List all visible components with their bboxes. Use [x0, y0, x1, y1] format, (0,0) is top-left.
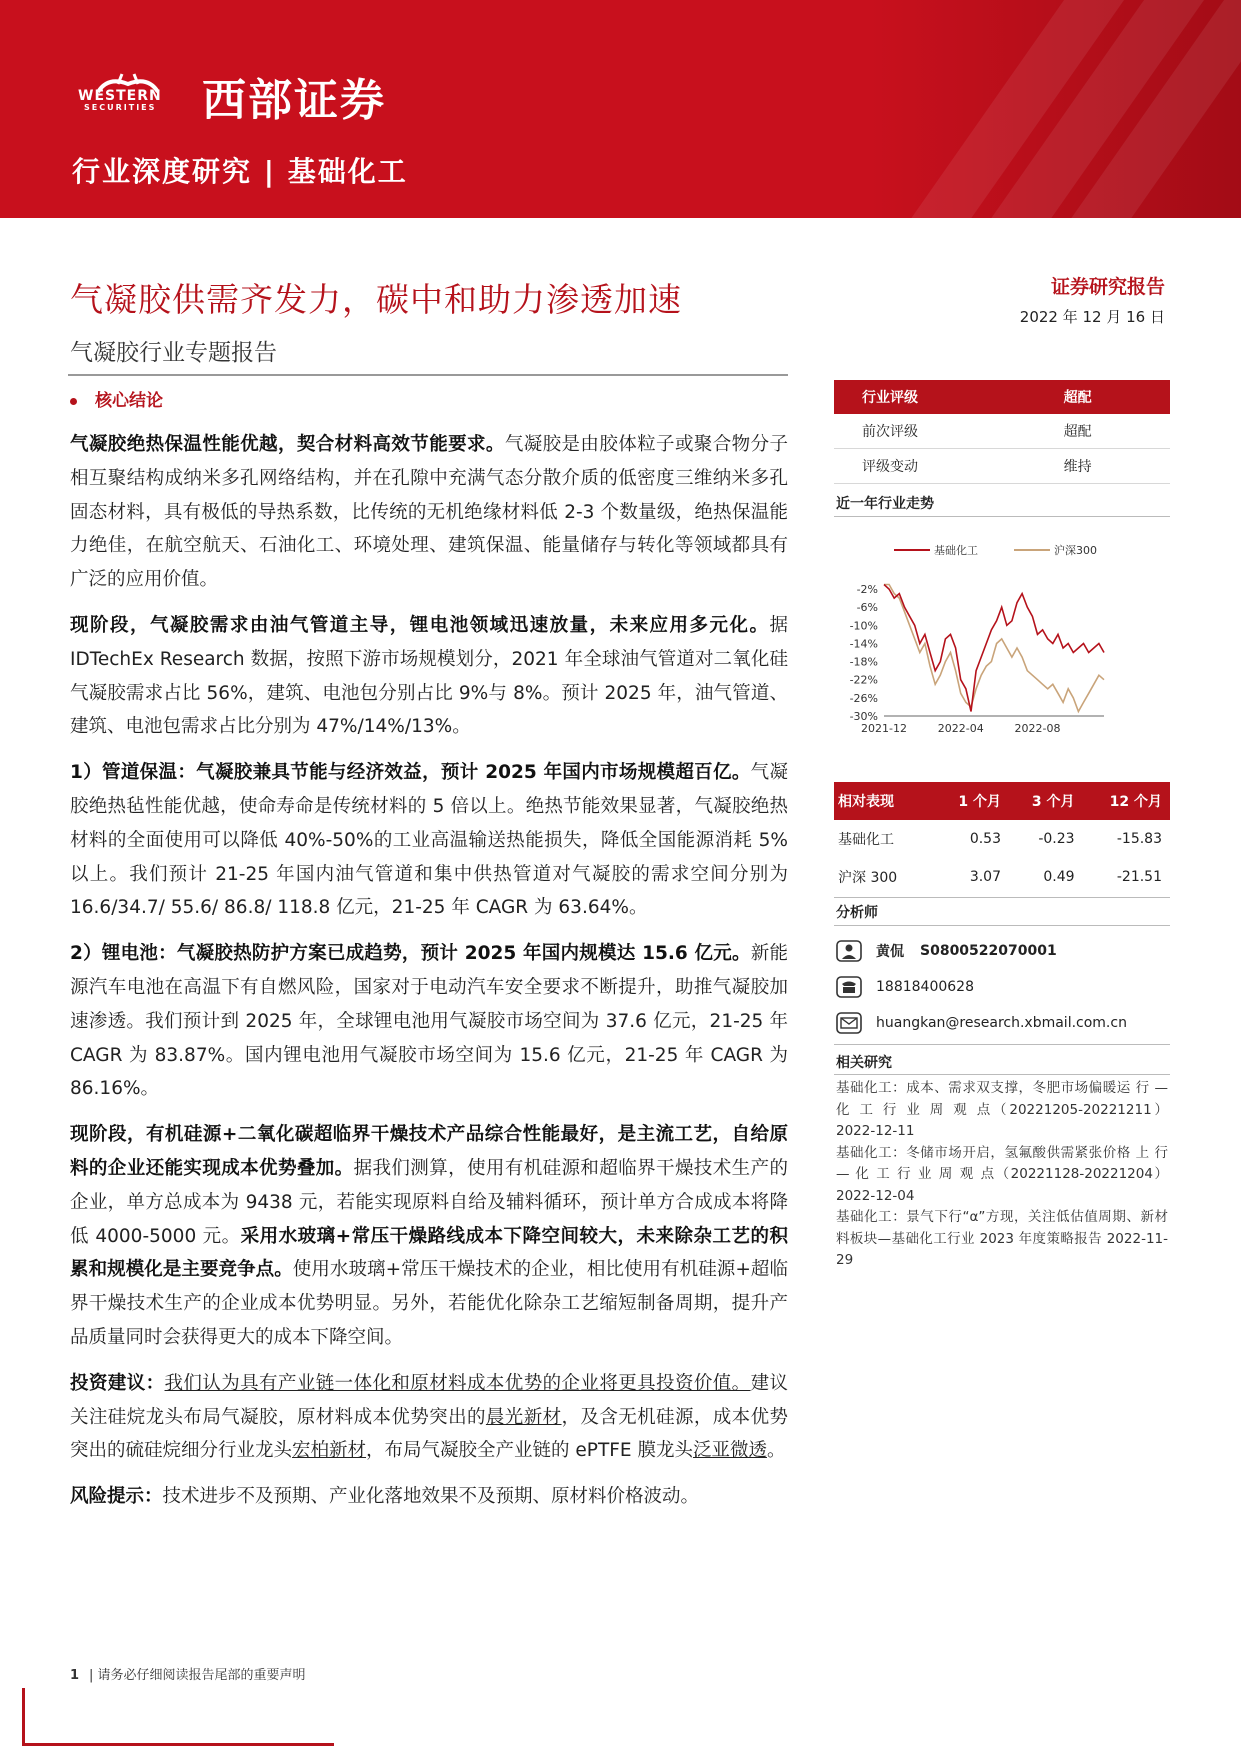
rating-row: 评级变动 维持 — [834, 449, 1170, 484]
rating-row: 行业评级 超配 — [834, 380, 1170, 414]
phone-icon — [836, 976, 862, 998]
y-tick-label: -10% — [849, 619, 878, 633]
perf-header-row: 相对表现 1 个月 3 个月 12 个月 — [834, 782, 1170, 820]
x-tick-label: 2022-08 — [1014, 722, 1061, 735]
mail-icon — [836, 1012, 862, 1034]
title-divider — [68, 374, 788, 376]
logo-cn: 西部证券 — [202, 75, 386, 126]
y-tick-label: -6% — [856, 601, 878, 615]
report-date: 2022 年 12 月 16 日 — [1019, 308, 1165, 326]
analyst-name-row: 黄侃 S0800522070001 — [836, 940, 1057, 962]
paragraph-1: 气凝胶绝热保温性能优越，契合材料高效节能要求。气凝胶是由胶体粒子或聚合物分子相互聚结构成纳米多孔网络结构，并在孔隙中充满气态分散介质的低密度三维纳米多孔固态材料，具有极低的导热系数，比传统的无机绝缘材料低 2-3 个数量级，绝热保温能力绝佳，在航空航天、石油化工、环境处理、建筑保温、能量储存与转化等领域都具有广泛的应用价值。 — [70, 434, 788, 591]
related-divider — [834, 1074, 1170, 1075]
y-tick-label: -22% — [849, 673, 878, 687]
body-column — [70, 428, 788, 1526]
relative-performance-table — [834, 782, 1170, 896]
table-row: 基础化工 0.53 -0.23 -15.83 — [838, 831, 1162, 848]
footer-accent-horizontal — [22, 1743, 334, 1746]
rating-table — [834, 380, 1170, 484]
trend-divider — [834, 516, 1170, 517]
legend-label: 沪深300 — [1054, 544, 1097, 557]
legend-label: 基础化工 — [934, 544, 978, 557]
table-row: 沪深 300 3.07 0.49 -21.51 — [838, 869, 1162, 886]
logo-en-sub: SECURITIES — [84, 103, 157, 112]
trend-chart — [834, 520, 1170, 740]
trend-title: 近一年行业走势 — [836, 496, 934, 512]
header-banner — [0, 0, 1241, 218]
analyst-email-row — [836, 1012, 1127, 1034]
logo-en: WESTERN — [78, 88, 162, 104]
list-item[interactable]: 基础化工：冬储市场开启，氢氟酸供需紧张价格 上 行 — 化 工 行 业 周 观 点（20221128-20221204） 2022-12-04 — [836, 1144, 1168, 1204]
analyst-divider-top — [834, 897, 1170, 898]
x-tick-label: 2021-12 — [861, 722, 907, 735]
paragraph-3: 1）管道保温：气凝胶兼具节能与经济效益，预计 2025 年国内市场规模超百亿。气凝胶绝热毡性能优越，使命寿命是传统材料的 5 倍以上。绝热节能效果显著，气凝胶绝热材料的全面使用可以降低 40%-50%的工业高温输送热能损失，降低全国能源消耗 5%以上。我们预计 21-25 年国内油气管道和集中供热管道对气凝胶的需求空间分别为 16.6/34.7/ 55.6/ 86.8/ 118.8 亿元，21-25 年 CAGR 为 63.64%。 — [70, 762, 788, 919]
paragraph-5: 现阶段，有机硅源+二氧化碳超临界干燥技术产品综合性能最好，是主流工艺，自给原料的企业还能实现成本优势叠加。据我们测算，使用有机硅源和超临界干燥技术生产的企业，单方总成本为 9438 元，若能实现原料自给及辅料循环，预计单方合成成本将降低 4000-5000 元。采用水玻璃+常压干燥路线成本下降空间较大，未来除杂工艺的积累和规模化是主要竞争点。使用水玻璃+常压干燥技术的企业，相比使用有机硅源+超临界干燥技术生产的企业成本优势明显。另外，若能优化除杂工艺缩短制备周期，提升产品质量同时会获得更大的成本下降空间。 — [70, 1124, 788, 1348]
list-item[interactable]: 基础化工：景气下行“α”方现，关注低估值周期、新材料板块—基础化工行业 2023 年度策略报告 2022-11-29 — [836, 1209, 1168, 1268]
paragraph-2: 现阶段，气凝胶需求由油气管道主导，锂电池领域迅速放量，未来应用多元化。据 IDTechEx Research 数据，按照下游市场规模划分，2021 年全球油气管道对二氧化硅气凝胶需求占比 56%，建筑、电池包分别占比 9%与 8%。预计 2025 年，油气管道、建筑、电池包需求占比分别为 47%/14%/13%。 — [70, 614, 788, 738]
investment-advice: 投资建议：我们认为具有产业链一体化和原材料成本优势的企业将更具投资价值。建议关注硅烷龙头布局气凝胶，原材料成本优势突出的晨光新材，及含无机硅源，成本优势突出的硫硅烷细分行业龙头宏柏新材，布局气凝胶全产业链的 ePTFE 膜龙头泛亚微透。 — [70, 1372, 788, 1462]
risk-warning: 风险提示：技术进步不及预期、产业化落地效果不及预期、原材料价格波动。 — [70, 1486, 700, 1508]
person-icon — [836, 940, 862, 962]
analyst-phone-row: 18818400628 — [836, 976, 974, 998]
y-tick-label: -26% — [849, 691, 878, 705]
y-tick-label: -14% — [849, 637, 878, 651]
report-type: 证券研究报告 — [1050, 276, 1165, 298]
analyst-title: 分析师 — [836, 905, 878, 921]
y-tick-label: -2% — [856, 583, 878, 597]
page-footer: 1 | 请务必仔细阅读报告尾部的重要声明 — [70, 1668, 306, 1683]
related-research-list — [836, 1078, 1168, 1272]
bullet-icon — [70, 398, 77, 405]
page-title: 气凝胶供需齐发力，碳中和助力渗透加速 — [70, 280, 682, 319]
analyst-divider — [834, 925, 1170, 926]
x-tick-label: 2022-04 — [937, 722, 984, 735]
related-title: 相关研究 — [836, 1055, 892, 1071]
paragraph-4: 2）锂电池：气凝胶热防护方案已成趋势，预计 2025 年国内规模达 15.6 亿元。新能源汽车电池在高温下有自燃风险，国家对于电动汽车安全要求不断提升，助推气凝胶加速渗透。我们预计到 2025 年，全球锂电池用气凝胶市场空间为 37.6 亿元，21-25 年 CAGR 为 83.87%。国内锂电池用气凝胶市场空间为 15.6 亿元，21-25 年 CAGR 为 86.16%。 — [70, 943, 788, 1100]
core-conclusion-heading: 核心结论 — [70, 386, 163, 411]
list-item[interactable]: 基础化工：成本、需求双支撑，冬肥市场偏暖运 行 — 化 工 行 业 周 观 点（20221205-20221211） 2022-12-11 — [836, 1080, 1168, 1139]
footer-accent-vertical — [22, 1688, 25, 1746]
y-tick-label: -30% — [849, 710, 878, 723]
page-subtitle: 气凝胶行业专题报告 — [70, 340, 277, 366]
analyst-email-link[interactable]: huangkan@research.xbmail.com.cn — [876, 1015, 1127, 1031]
related-divider-top — [834, 1044, 1170, 1045]
banner-title: 行业深度研究 | 基础化工 — [72, 155, 408, 188]
y-tick-label: -18% — [849, 655, 878, 669]
rating-row: 前次评级 超配 — [834, 414, 1170, 449]
